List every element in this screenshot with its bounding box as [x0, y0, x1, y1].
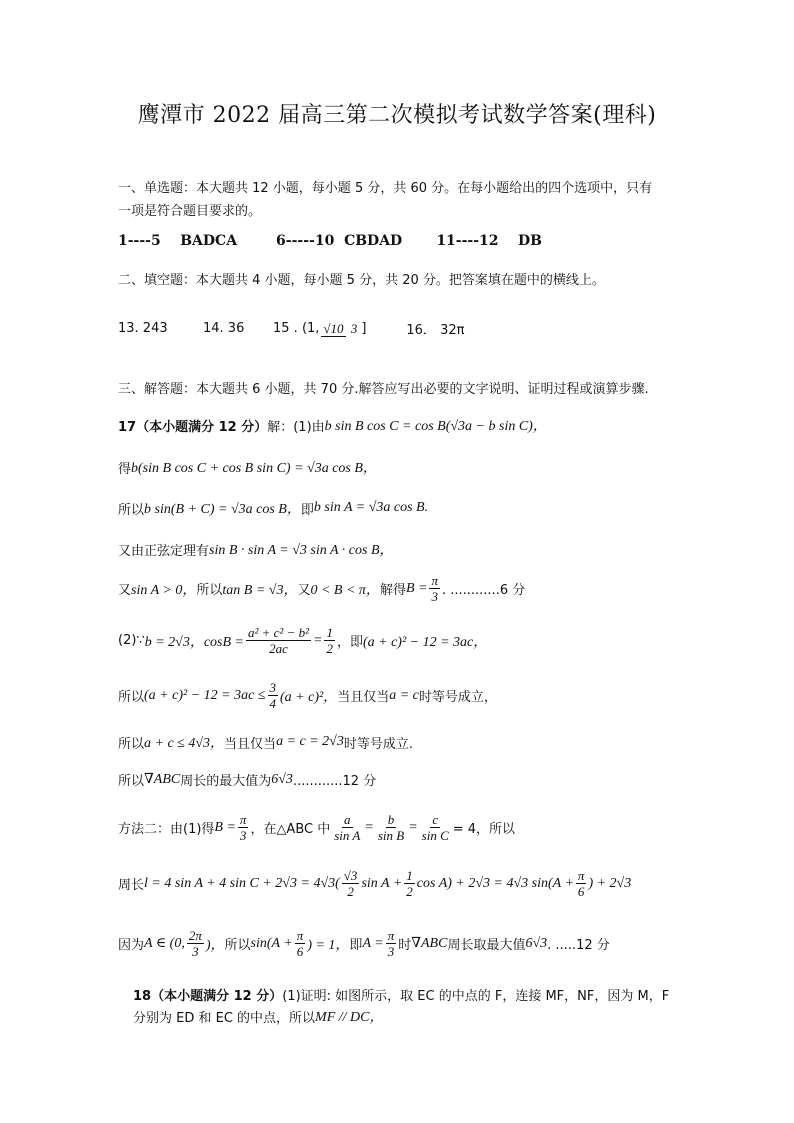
q17-l5-frac-num: π — [431, 573, 438, 588]
q17-p-f1-den: 2 — [347, 884, 354, 899]
answer-15-suffix: ] — [361, 321, 367, 336]
answer-15-numerator: √10 — [323, 320, 344, 336]
q17-label: 17（本小题满分 12 分） — [118, 419, 268, 435]
q17-l5-text3: 又 — [297, 583, 311, 598]
q17-m2-text: 方法二：由(1)得 — [118, 822, 215, 837]
q18-l1-text: (1)证明: 如图所示，取 EC 的中点的 F，连接 MF，NF，因为 M，F — [282, 989, 670, 1004]
q17-c-text4: 时 — [398, 938, 412, 953]
q17-m2-math: B = — [214, 819, 236, 835]
q17-l9-math: ∇ABC — [144, 772, 181, 787]
q17-m2-tail: = 4，所以 — [452, 822, 516, 837]
q17-l8-text3: 时等号成立. — [343, 736, 413, 752]
q17-c-math1: A ∈ (0, — [144, 936, 185, 951]
q17-l9-math2: 6√3 — [271, 771, 293, 787]
q17-conclusion-line — [118, 928, 610, 959]
q17-l6-math: b = 2√3，cosB = — [144, 634, 244, 650]
q17-c-text3: 即 — [349, 938, 363, 953]
q17-c-math3: sin(A + — [250, 935, 293, 951]
page-title: 鹰潭市 2022 届高三第二次模拟考试数学答案(理科) — [137, 103, 657, 128]
q17-l6-math2: (a + c)² − 12 = 3ac， — [362, 634, 488, 650]
q17-l6-frac2-num: 1 — [326, 625, 333, 640]
q17-c-math5: A = — [362, 935, 384, 951]
q17-l9-score: ............12 分 — [292, 774, 377, 789]
q17-line-4 — [118, 539, 394, 559]
q17-line-1 — [118, 415, 547, 435]
q17-c-f2-num: π — [296, 928, 304, 943]
q17-m2-fb-num: b — [387, 812, 395, 827]
q17-l7-fraction — [268, 680, 279, 711]
q17-l6-frac1-den: 2ac — [269, 641, 288, 656]
q17-l8-text2: 当且仅当 — [224, 736, 277, 752]
q17-c-fraction-3 — [386, 928, 397, 959]
q17-c-f3-num: π — [387, 928, 395, 943]
q17-l3-text: 所以 — [118, 502, 145, 518]
q17-m2-fc-num: c — [432, 812, 439, 827]
q17-c-fraction-2 — [295, 928, 306, 959]
q17-l7-text2: 当且仅当 — [337, 690, 390, 705]
q17-p-f3-den: 6 — [577, 884, 585, 899]
q17-l6-eq: = — [313, 632, 323, 648]
q17-l5-fraction — [429, 573, 440, 604]
q17-line-2 — [118, 457, 377, 477]
q17-c-score: . .....12 分 — [547, 938, 610, 953]
q17-l7-text: 所以 — [118, 690, 145, 705]
q17-m2-fraction — [238, 812, 249, 843]
q17-m2-frac-num: π — [239, 812, 247, 827]
q17-p-math1: l = 4 sin A + 4 sin C + 2√3 = 4√3( — [144, 875, 340, 891]
answer-13: 13. 243 — [118, 321, 168, 336]
q17-line-5 — [118, 573, 525, 604]
q17-l7-frac-num: 3 — [269, 680, 276, 695]
q17-p-math3: cos A) + 2√3 = 4√3 sin(A + — [416, 875, 574, 891]
q17-m2-fa-num: a — [344, 812, 351, 827]
q17-c-text5: 周长取最大值 — [447, 938, 526, 953]
q17-m2-frac-den: 3 — [239, 828, 247, 843]
q17-m2-fraction-b — [376, 812, 406, 843]
q18-label: 18（本小题满分 12 分） — [133, 989, 283, 1004]
q17-c-f1-den: 3 — [192, 944, 199, 959]
q17-l4-math: sin B · sin A = √3 sin A · cos B， — [209, 543, 394, 558]
q17-l5-math3: 0 < B < π， — [310, 582, 380, 598]
q17-p-math4: ) + 2√3 — [588, 875, 632, 891]
section-2-intro: 二、填空题：本大题共 4 小题，每小题 5 分，共 20 分。把答案填在题中的横线上。 — [118, 273, 605, 288]
q17-l5-text4: 解得 — [379, 583, 406, 598]
q17-l2-text: 得 — [118, 461, 132, 477]
q17-p-text: 周长 — [118, 878, 145, 893]
q17-l5-math: sin A > 0， — [131, 582, 197, 598]
q18-line-2 — [133, 1006, 384, 1026]
q17-p-fraction-3 — [576, 868, 587, 899]
section-3-intro: 三、解答题：本大题共 6 小题，共 70 分.解答应写出必要的文字说明、证明过程或演算步骤. — [118, 382, 649, 397]
q17-c-math2: )， — [205, 937, 225, 953]
q18-line-1 — [133, 985, 669, 1004]
q17-c-math7: 6√3 — [525, 935, 548, 951]
q17-l5-text2: 所以 — [196, 583, 223, 598]
q17-m2-fraction-c — [420, 812, 451, 843]
q17-l6-fraction-1 — [246, 625, 311, 656]
q17-l2-math: b(sin B cos C + cos B sin C) = √3a cos B， — [131, 461, 377, 476]
q17-l6-prefix: (2)∵ — [118, 633, 145, 648]
answer-15-fraction — [321, 321, 359, 337]
q17-l6-frac1-num: a² + c² − b² — [247, 625, 309, 640]
q17-p-f2-num: 1 — [406, 868, 413, 883]
q18-l2-math: MF // DC， — [315, 1010, 384, 1025]
q17-l1-math: b sin B cos C = cos B(√3a − b sin C)， — [324, 419, 547, 434]
q17-l6-fraction-2 — [324, 625, 335, 656]
answer-15-denominator: 3 — [350, 320, 358, 336]
q17-l7-text3: 时等号成立， — [418, 690, 497, 705]
q17-l5-text: 又 — [118, 583, 132, 598]
q17-l3-math: b sin(B + C) = √3a cos B， — [144, 502, 301, 517]
answer-16: 16． 32π — [406, 323, 465, 338]
q17-l5-frac-den: 3 — [431, 589, 438, 604]
q17-l8-text: 所以 — [118, 736, 145, 752]
q17-c-f1-num: 2π — [188, 928, 202, 943]
q17-l3-text2: 即 — [300, 502, 314, 518]
q17-m2-fb-den: sin B — [377, 828, 405, 843]
q17-c-math4: ) = 1， — [307, 937, 350, 953]
section-2-answers — [118, 319, 464, 338]
q17-l9-text: 所以 — [118, 774, 145, 789]
q17-l8-math: a + c ≤ 4√3， — [144, 736, 225, 751]
q17-line-7 — [118, 680, 497, 711]
q17-l7-math2: (a + c)²， — [280, 689, 338, 705]
answer-14: 14. 36 — [203, 321, 245, 336]
q17-l5-score: . ............6 分 — [441, 583, 526, 598]
section-1-intro-line2: 一项是符合题目要求的。 — [118, 204, 262, 219]
q17-c-math6: ∇ABC — [411, 936, 448, 951]
q17-p-f1-num: √3 — [343, 868, 358, 883]
q17-line-9 — [118, 770, 376, 789]
q17-l6-text: ，即 — [336, 635, 363, 650]
q17-c-f3-den: 3 — [387, 944, 395, 959]
q17-c-text2: 所以 — [224, 938, 251, 953]
q17-l6-frac2-den: 2 — [326, 641, 333, 656]
q17-l8-math2: a = c = 2√3 — [276, 734, 344, 749]
q17-p-f2-den: 2 — [406, 884, 413, 899]
q17-p-fraction-2 — [404, 868, 415, 899]
q17-method-2 — [118, 812, 515, 843]
section-1-intro-line1: 一、单选题：本大题共 12 小题，每小题 5 分，共 60 分。在每小题给出的四个选项中，只有 — [118, 181, 653, 196]
q17-l7-math3: a = c — [389, 687, 419, 703]
q17-l1-text: 解：(1)由 — [267, 419, 325, 435]
q17-m2-text2: ，在△ABC 中 — [250, 822, 331, 837]
q17-m2-fraction-a — [332, 812, 362, 843]
section-1-answers: 1----5 BADCA 6-----10 CBDAD 11----12 DB — [118, 233, 542, 249]
q17-p-fraction-1 — [342, 868, 360, 899]
q17-m2-eq-2: = — [408, 819, 418, 835]
q17-l5-math2: tan B = √3， — [222, 582, 298, 598]
q17-l5-math4: B = — [405, 580, 428, 596]
q17-p-f3-num: π — [577, 868, 585, 883]
q17-m2-eq-1: = — [364, 819, 374, 835]
q17-m2-fa-den: sin A — [334, 828, 361, 843]
q17-line-3 — [118, 498, 428, 518]
q17-perimeter-line — [118, 868, 631, 899]
q17-l9-text2: 周长的最大值为 — [180, 774, 272, 789]
q17-l7-math: (a + c)² − 12 = 3ac ≤ — [144, 687, 266, 703]
q18-l2-text: 分别为 ED 和 EC 的中点，所以 — [133, 1010, 316, 1026]
q17-line-6 — [118, 625, 487, 656]
q17-c-fraction-1 — [187, 928, 204, 959]
q17-l3-math2: b sin A = √3a cos B. — [313, 500, 429, 515]
q17-line-8 — [118, 732, 413, 752]
q17-l4-text: 又由正弦定理有 — [118, 543, 210, 559]
q17-p-math2: sin A + — [361, 875, 403, 891]
q17-c-text: 因为 — [118, 938, 145, 953]
q17-m2-fc-den: sin C — [421, 828, 449, 843]
answer-15-prefix: 15 . (1, — [273, 321, 320, 336]
q17-c-f2-den: 6 — [296, 944, 304, 959]
q17-l7-frac-den: 4 — [269, 696, 276, 711]
